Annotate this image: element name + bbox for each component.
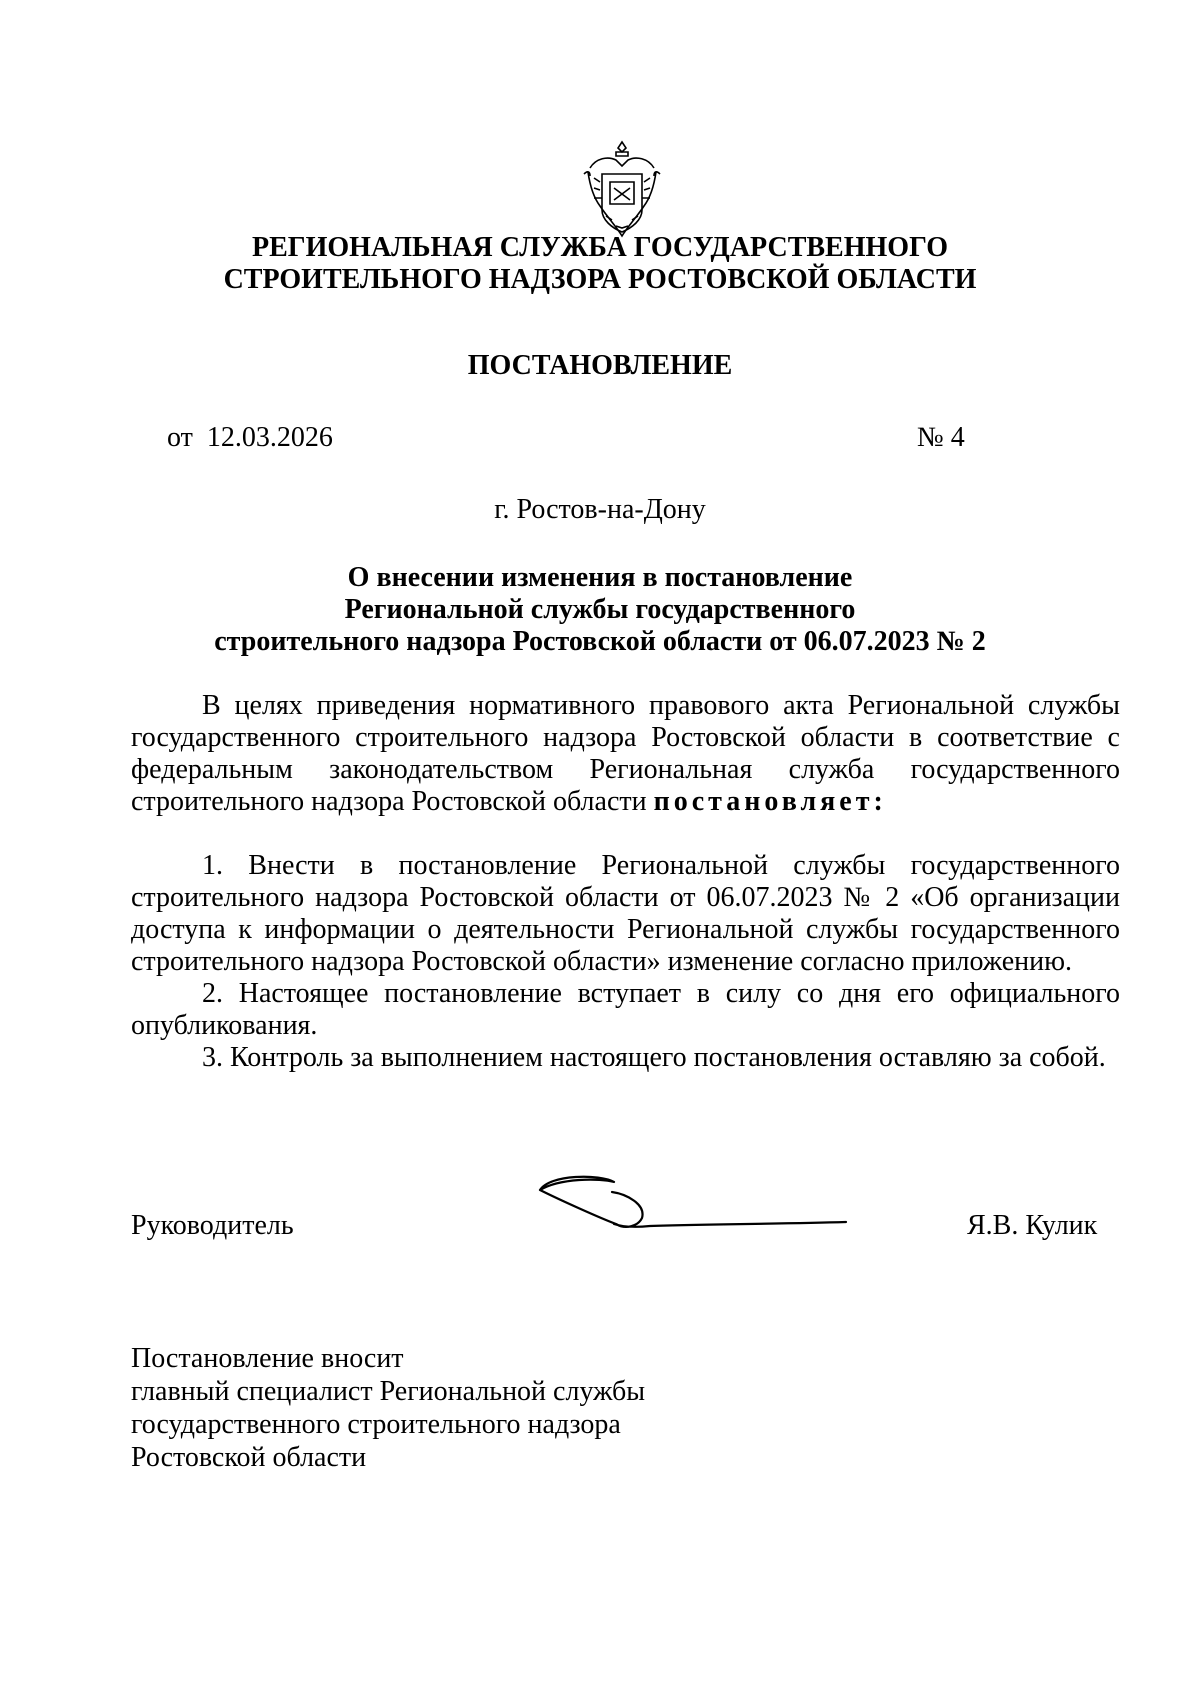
item-paragraph-2: 2. Настоящее постановление вступает в силу со дня его официального опубликования. [131,978,1120,1041]
item-paragraph-1: 1. Внести в постановление Региональной службы государственного строительного надзора Ростовской области от 06.07.2023 № 2 «Об организации доступа к информации о деятельности Региональной службы государственного строительного надзора Ростовской области» изменение согласно приложению. [131,850,1120,977]
prepared-by-line-1: Постановление вносит [131,1343,404,1374]
signer-role: Руководитель [131,1210,294,1241]
organization-title-line-2: СТРОИТЕЛЬНОГО НАДЗОРА РОСТОВСКОЙ ОБЛАСТИ [223,264,977,295]
subject-line-1: О внесении изменения в постановление [347,562,853,593]
document-type: ПОСТАНОВЛЕНИЕ [467,350,733,381]
document-subject [0,562,1200,658]
item-paragraph-3: 3. Контроль за выполнением настоящего постановления оставляю за собой. [202,1042,1106,1073]
preamble-text: В целях приведения нормативного правового акта Региональной службы государственного строительного надзора Ростовской области в соответствие с федеральным законодательством Региональная служба государственного строительного надзора Ростовской области [131,690,1120,817]
document-city: г. Ростов-на-Дону [494,494,706,525]
handwritten-signature [530,1168,850,1244]
signer-name: Я.В. Кулик [967,1210,1098,1241]
coat-of-arms-icon [580,138,664,242]
prepared-by-line-4: Ростовской области [131,1442,367,1473]
document-body [131,690,1120,1074]
prepared-by-block [131,1342,831,1474]
prepared-by-line-2: главный специалист Региональной службы [131,1376,646,1407]
subject-line-2: Региональной службы государственного [344,594,856,625]
preamble-paragraph [131,690,1120,818]
prepared-by-line-3: государственного строительного надзора [131,1409,621,1440]
subject-line-3: строительного надзора Ростовской области от 06.07.2023 № 2 [214,626,986,657]
organization-title-line-1: РЕГИОНАЛЬНАЯ СЛУЖБА ГОСУДАРСТВЕННОГО [252,232,948,263]
document-number: № 4 [917,422,965,453]
document-date: от 12.03.2026 [167,422,333,453]
organization-title [0,232,1200,296]
resolves-word: постановляет: [653,786,887,817]
